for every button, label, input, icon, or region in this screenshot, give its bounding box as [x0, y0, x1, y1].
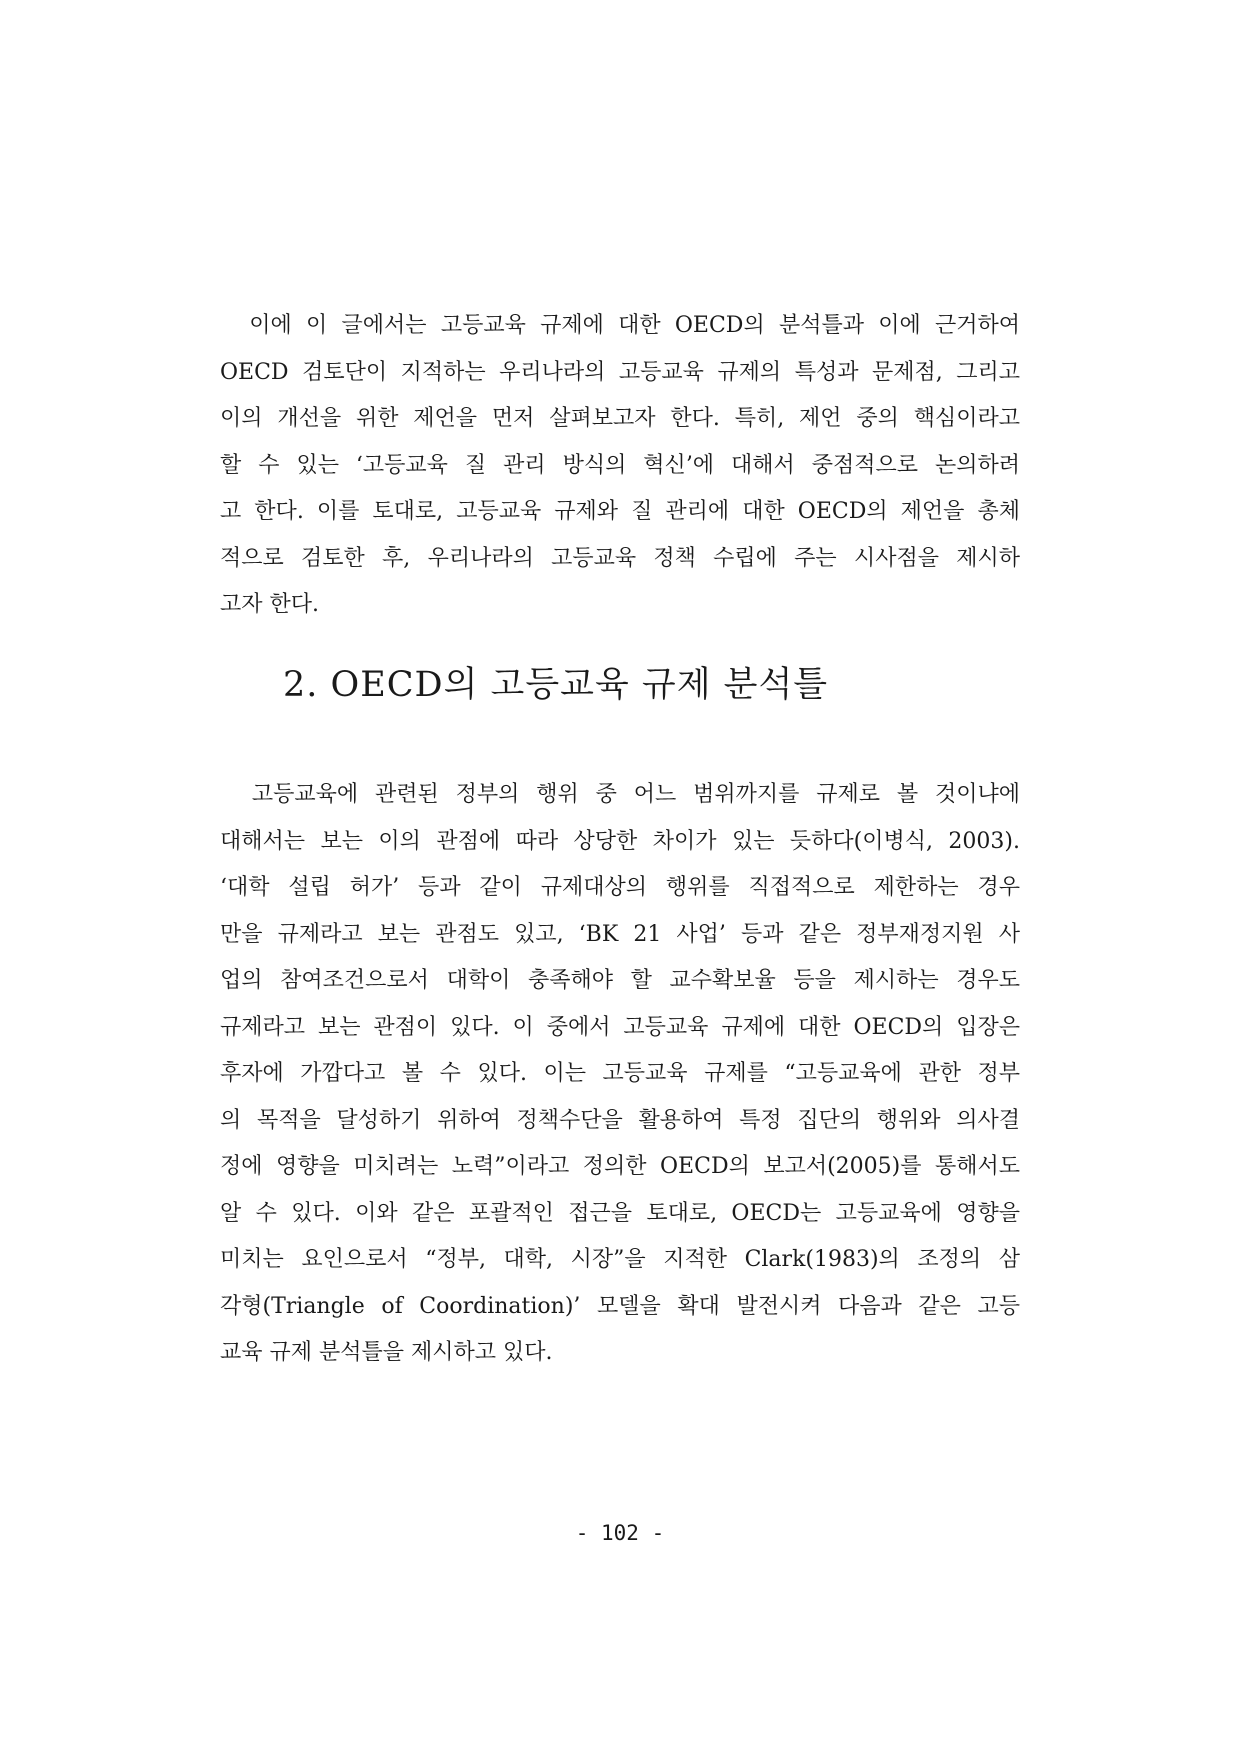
- text-line: 업의 참여조건으로서 대학이 충족해야 할 교수확보율 등을 제시하는 경우도: [220, 968, 1020, 993]
- text-line: 미치는 요인으로서 “정부, 대학, 시장”을 지적한 Clark(1983)의 조정의 삼: [220, 1247, 1020, 1272]
- text-line: ‘대학 설립 허가’ 등과 같이 규제대상의 행위를 직접적으로 제한하는 경우: [220, 875, 1020, 900]
- text-line: 대해서는 보는 이의 관점에 따라 상당한 차이가 있는 듯하다(이병식, 2003).: [220, 828, 1020, 854]
- body-paragraph: [220, 772, 1020, 1377]
- text-line: 적으로 검토한 후, 우리나라의 고등교육 정책 수립에 주는 시사점을 제시하: [220, 545, 1020, 571]
- text-line: 후자에 가깝다고 볼 수 있다. 이는 고등교육 규제를 “고등교육에 관한 정부: [220, 1061, 1020, 1086]
- intro-paragraph: [220, 303, 1020, 629]
- text-line: 각형(Triangle of Coordination)’ 모델을 확대 발전시켜 다음과 같은 고등: [220, 1293, 1020, 1319]
- text-line: 고 한다. 이를 토대로, 고등교육 규제와 질 관리에 대한 OECD의 제언을 총체: [220, 499, 1020, 524]
- text-line: OECD 검토단이 지적하는 우리나라의 고등교육 규제의 특성과 문제점, 그리고: [220, 359, 1020, 385]
- text-line: 이에 이 글에서는 고등교육 규제에 대한 OECD의 분석틀과 이에 근거하여: [220, 313, 1020, 338]
- text-line: 할 수 있는 ‘고등교육 질 관리 방식의 혁신’에 대해서 중점적으로 논의하려: [220, 452, 1020, 478]
- text-line: 교육 규제 분석틀을 제시하고 있다.: [220, 1340, 553, 1365]
- text-line: 만을 규제라고 보는 관점도 있고, ‘BK 21 사업’ 등과 같은 정부재정지원 사: [220, 921, 1020, 947]
- text-line: 고자 한다.: [220, 592, 319, 617]
- text-line: 이의 개선을 위한 제언을 먼저 살펴보고자 한다. 특히, 제언 중의 핵심이라고: [220, 406, 1020, 431]
- page-number: - 102 -: [575, 1521, 665, 1545]
- text-line: 의 목적을 달성하기 위하여 정책수단을 활용하여 특정 집단의 행위와 의사결: [220, 1107, 1020, 1133]
- text-line: 규제라고 보는 관점이 있다. 이 중에서 고등교육 규제에 대한 OECD의 입장은: [220, 1014, 1020, 1040]
- text-line: 정에 영향을 미치려는 노력”이라고 정의한 OECD의 보고서(2005)를 통해서도: [220, 1154, 1020, 1179]
- section-heading: 2. OECD의 고등교육 규제 분석틀: [283, 665, 829, 705]
- text-line: 알 수 있다. 이와 같은 포괄적인 접근을 토대로, OECD는 고등교육에 영향을: [220, 1200, 1020, 1226]
- text-line: 고등교육에 관련된 정부의 행위 중 어느 범위까지를 규제로 볼 것이냐에: [220, 782, 1020, 807]
